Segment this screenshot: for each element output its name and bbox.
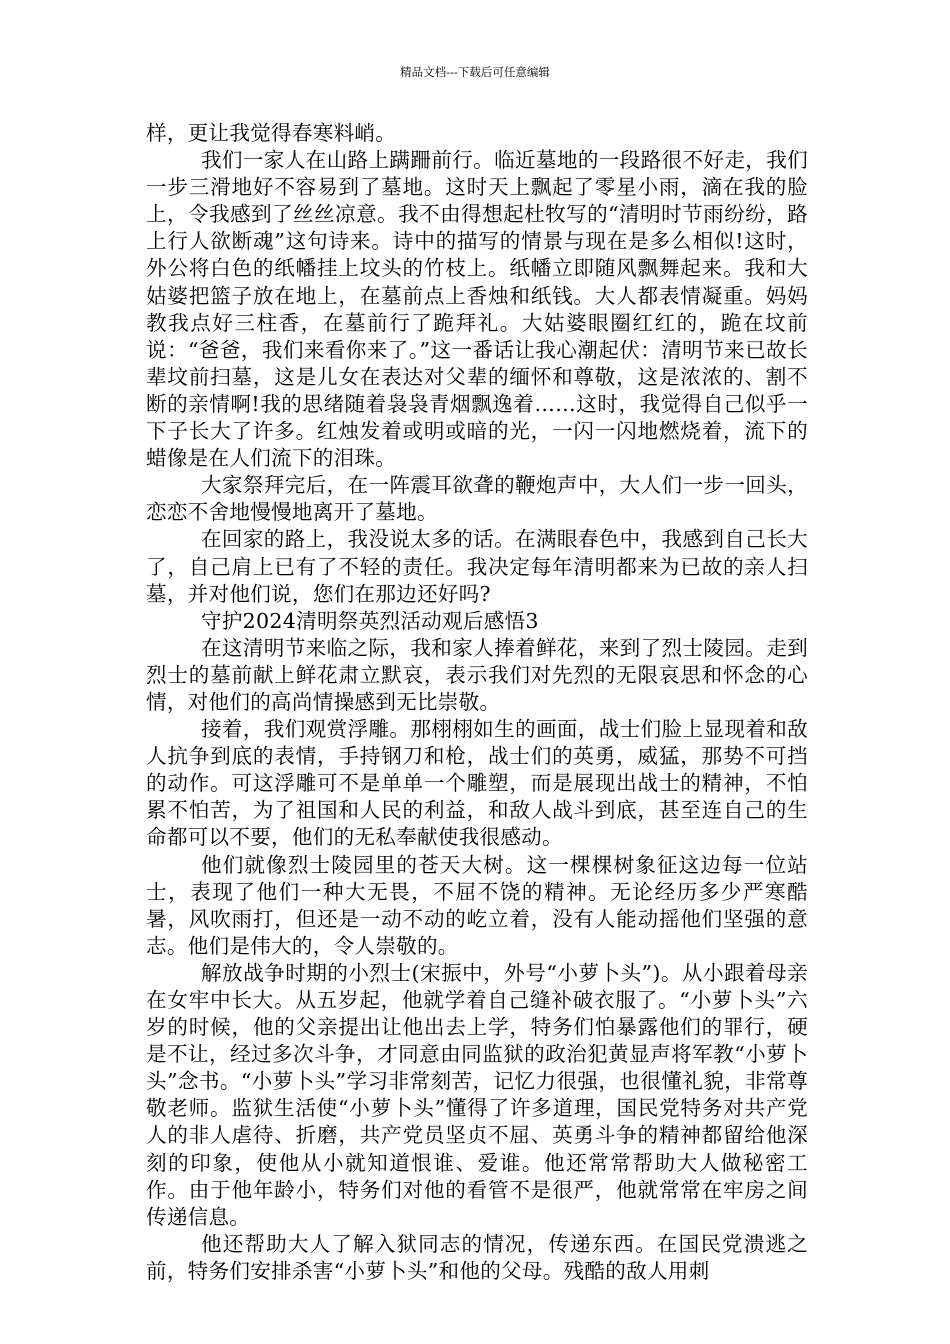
document-body xyxy=(146,120,808,1285)
section-title: 守护2024清明祭英烈活动观后感悟3 xyxy=(201,608,539,633)
paragraph: 他还帮助大人了解入狱同志的情况，传递东西。在国民党溃逃之前，特务们安排杀害“小萝卜头”和他的父母。残酷的敌人用刺 xyxy=(146,1231,808,1283)
paragraph: 大家祭拜完后，在一阵震耳欲聋的鞭炮声中，大人们一步一回头，恋恋不舍地慢慢地离开了墓地。 xyxy=(146,473,808,525)
paragraph: 在这清明节来临之际，我和家人捧着鲜花，来到了烈士陵园。走到烈士的墓前献上鲜花肃立默哀，表示我们对先烈的无限哀思和怀念的心情，对他们的高尚情操感到无比崇敬。 xyxy=(146,635,808,714)
paragraph: 他们就像烈士陵园里的苍天大树。这一棵棵树象征这边每一位站士，表现了他们一种大无畏，不屈不饶的精神。无论经历多少严寒酷暑，风吹雨打，但还是一动不动的屹立着，没有人能动摇他们坚强的意志。他们是伟大的，令人崇敬的。 xyxy=(146,852,808,958)
paragraph: 解放战争时期的小烈士(宋振中，外号“小萝卜头”)。从小跟着母亲在女牢中长大。从五岁起，他就学着自己缝补破衣服了。“小萝卜头”六岁的时候，他的父亲提出让他出去上学，特务们怕暴露他们的罪行，硬是不让，经过多次斗争，才同意由同监狱的政治犯黄显声将军教“小萝卜头”念书。“小萝卜头”学习非常刻苦，记忆力很强，也很懂礼貌，非常尊敬老师。监狱生活使“小萝卜头”懂得了许多道理，国民党特务对共产党人的非人虐待、折磨，共产党员坚贞不屈、英勇斗争的精神都留给他深刻的印象，使他从小就知道恨谁、爱谁。他还常常帮助大人做秘密工作。由于他年龄小，特务们对他的看管不是很严，他就常常在牢房之间传递信息。 xyxy=(146,960,808,1229)
paragraph: 我们一家人在山路上蹒跚前行。临近墓地的一段路很不好走，我们一步三滑地好不容易到了墓地。这时天上飘起了零星小雨，滴在我的脸上，令我感到了丝丝凉意。我不由得想起杜牧写的“清明时节雨纷纷，路上行人欲断魂”这句诗来。诗中的描写的情景与现在是多么相似!这时，外公将白色的纸幡挂上坟头的竹枝上。纸幡立即随风飘舞起来。我和大姑婆把篮子放在地上，在墓前点上香烛和纸钱。大人都表情凝重。妈妈教我点好三柱香，在墓前行了跪拜礼。大姑婆眼圈红红的，跪在坟前说：“爸爸，我们来看你来了。”这一番话让我心潮起伏：清明节来已故长辈坟前扫墓，这是儿女在表达对父辈的缅怀和尊敬，这是浓浓的、割不断的亲情啊!我的思绪随着袅袅青烟飘逸着……这时，我觉得自己似乎一下子长大了许多。红烛发着或明或暗的光，一闪一闪地燃烧着，流下的蜡像是在人们流下的泪珠。 xyxy=(146,148,808,471)
paragraph: 接着，我们观赏浮雕。那栩栩如生的画面，战士们脸上显现着和敌人抗争到底的表情，手持钢刀和枪，战士们的英勇，威猛，那势不可挡的动作。可这浮雕可不是单单一个雕塑，而是展现出战士的精神，不怕累不怕苦，为了祖国和人民的利益，和敌人战斗到底，甚至连自己的生命都可以不要，他们的无私奉献使我很感动。 xyxy=(146,717,808,850)
page-header: 精品文档---下载后可任意编辑 xyxy=(400,65,550,79)
paragraph: 在回家的路上，我没说太多的话。在满眼春色中，我感到自己长大了，自己肩上已有了不轻的责任。我决定每年清明都来为已故的亲人扫墓，并对他们说，您们在那边还好吗? xyxy=(146,527,808,606)
paragraph: 样，更让我觉得春寒料峭。 xyxy=(146,121,397,145)
